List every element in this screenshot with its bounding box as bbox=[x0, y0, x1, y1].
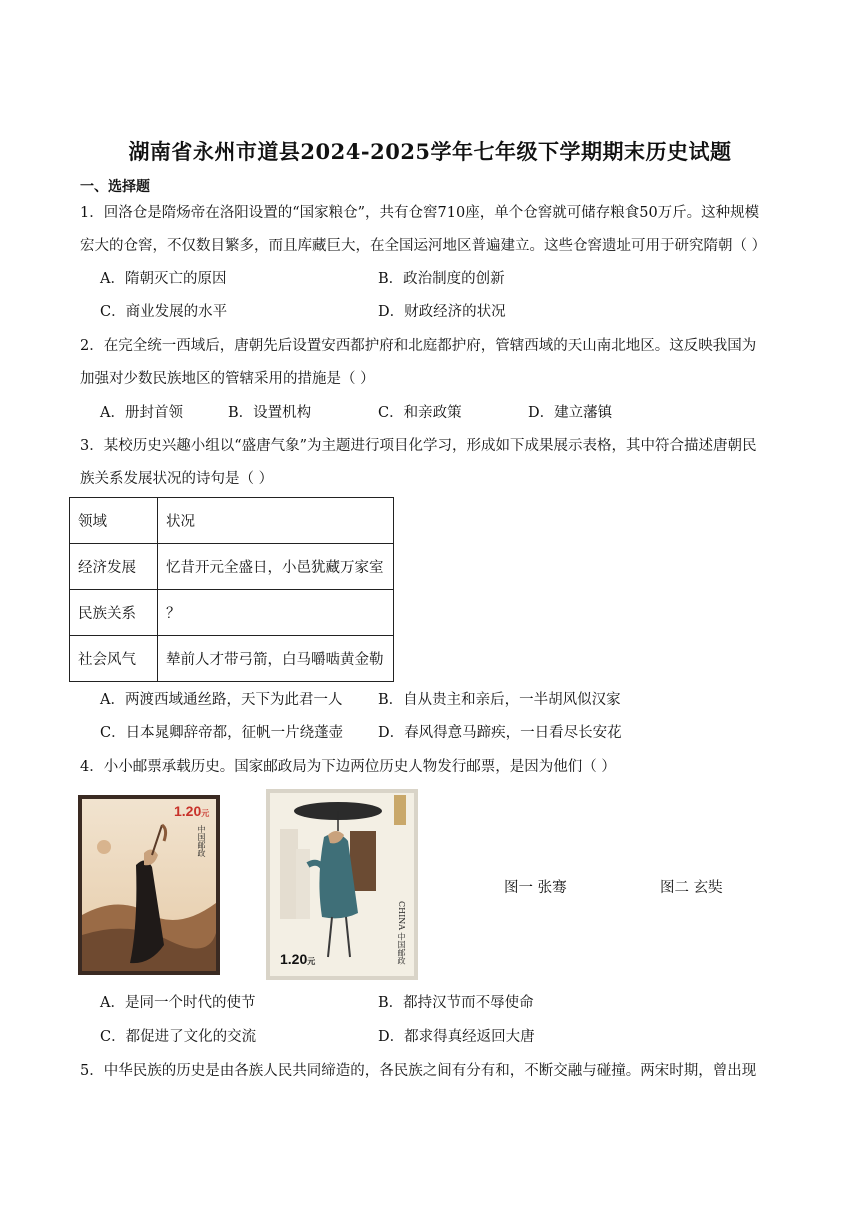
stamp2-country: 中国邮政 bbox=[397, 932, 406, 965]
q1-stem-line1: 1．回洛仓是隋炀帝在洛阳设置的“国家粮仓”，共有仓窖710座，单个仓窖就可储存粮食50万斤。这种规模 bbox=[80, 205, 760, 221]
table-cell: 经济发展 bbox=[70, 544, 158, 590]
q3-option-b: B．自从贵主和亲后，一半胡风似汉家 bbox=[378, 692, 621, 708]
stamp2-unit: 元 bbox=[307, 957, 316, 966]
q1-option-a: A．隋朝灭亡的原因 bbox=[100, 271, 227, 287]
q2-option-c: C．和亲政策 bbox=[378, 405, 462, 421]
table-cell: 辇前人才带弓箭，白马嚼啮黄金勒 bbox=[158, 636, 394, 682]
q3-table bbox=[69, 497, 394, 682]
figure-caption-2: 图二 玄奘 bbox=[660, 880, 723, 896]
table-cell: 状况 bbox=[158, 498, 394, 544]
q4-option-a: A．是同一个时代的使节 bbox=[100, 995, 256, 1011]
stamp1-unit: 元 bbox=[201, 809, 210, 818]
q1-option-b: B．政治制度的创新 bbox=[378, 271, 505, 287]
q2-stem-line1: 2．在完全统一西域后，唐朝先后设置安西都护府和北庭都护府，管辖西域的天山南北地区。这反映我国为 bbox=[80, 338, 757, 354]
figure-caption-1: 图一 张骞 bbox=[504, 880, 567, 896]
stamp2-value: 1.20 bbox=[280, 951, 308, 967]
q4-option-b: B．都持汉节而不辱使命 bbox=[378, 995, 534, 1011]
stamp1-country: 中国邮政 bbox=[197, 825, 206, 857]
stamp1-value: 1.20 bbox=[174, 803, 202, 819]
section-heading: 一、选择题 bbox=[80, 179, 150, 195]
q2-stem-line2: 加强对少数民族地区的管辖采用的措施是（ ） bbox=[80, 371, 375, 387]
q4-option-d: D．都求得真经返回大唐 bbox=[378, 1029, 535, 1045]
stamp2-country-en: CHINA bbox=[397, 901, 406, 931]
q1-stem-line2: 宏大的仓窖，不仅数目繁多，而且库藏巨大，在全国运河地区普遍建立。这些仓窖遗址可用于研究隋朝（ ） bbox=[80, 238, 767, 254]
q3-option-d: D．春风得意马蹄疾，一日看尽长安花 bbox=[378, 725, 622, 741]
table-row bbox=[70, 590, 394, 636]
q1-option-d: D．财政经济的状况 bbox=[378, 304, 506, 320]
q2-option-d: D．建立藩镇 bbox=[528, 405, 613, 421]
table-row bbox=[70, 636, 394, 682]
table-cell: ？ bbox=[158, 590, 394, 636]
q4-option-c: C．都促进了文化的交流 bbox=[100, 1029, 257, 1045]
q1-option-c: C．商业发展的水平 bbox=[100, 304, 228, 320]
q3-stem-line2: 族关系发展状况的诗句是（ ） bbox=[80, 471, 274, 487]
q2-option-a: A．册封首领 bbox=[100, 405, 183, 421]
stamp-zhang-qian-illustration bbox=[78, 795, 220, 975]
stamp-xuanzang bbox=[266, 789, 418, 980]
stamp-zhang-qian bbox=[78, 795, 220, 975]
table-cell: 社会风气 bbox=[70, 636, 158, 682]
q5-stem-line1: 5．中华民族的历史是由各族人民共同缔造的，各民族之间有分有和，不断交融与碰撞。两宋时期，曾出现 bbox=[80, 1063, 757, 1079]
table-cell: 领域 bbox=[70, 498, 158, 544]
q3-stem-line1: 3．某校历史兴趣小组以“盛唐气象”为主题进行项目化学习，形成如下成果展示表格，其中符合描述唐朝民 bbox=[80, 438, 757, 454]
q2-option-b: B．设置机构 bbox=[228, 405, 312, 421]
table-cell: 民族关系 bbox=[70, 590, 158, 636]
q4-stem-line1: 4．小小邮票承载历史。国家邮政局为下边两位历史人物发行邮票，是因为他们（ ） bbox=[80, 759, 616, 775]
q3-option-c: C．日本晁卿辞帝都，征帆一片绕蓬壶 bbox=[100, 725, 344, 741]
table-cell: 忆昔开元全盛日，小邑犹藏万家室 bbox=[158, 544, 394, 590]
table-row bbox=[70, 498, 394, 544]
table-row bbox=[70, 544, 394, 590]
page-title: 湖南省永州市道县2024-2025学年七年级下学期期末历史试题 bbox=[128, 139, 732, 164]
q3-option-a: A．两渡西域通丝路，天下为此君一人 bbox=[100, 692, 343, 708]
